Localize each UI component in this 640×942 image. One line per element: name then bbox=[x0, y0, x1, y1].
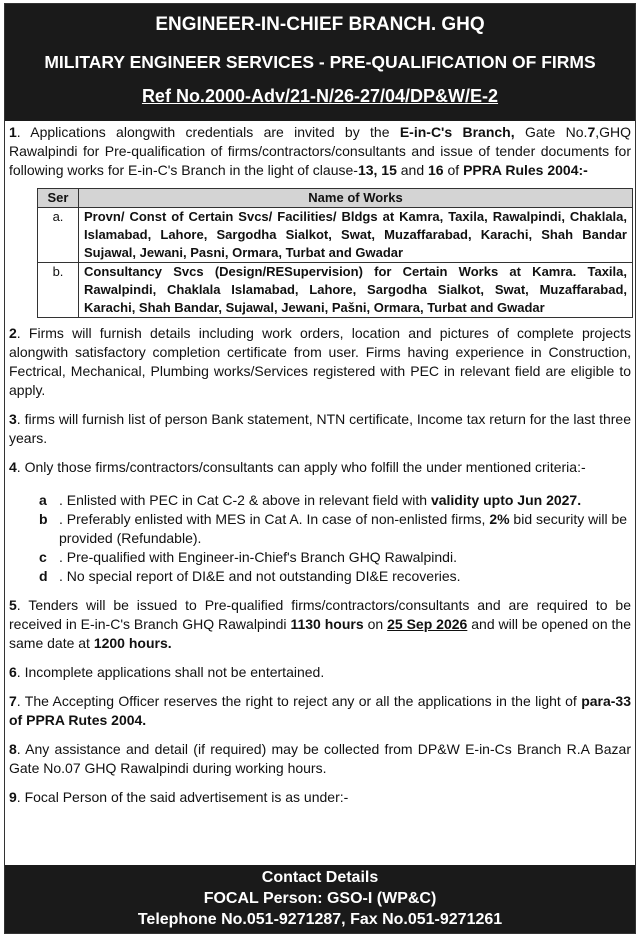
table-row bbox=[38, 208, 633, 263]
paragraph-3: 3. firms will furnish list of person Bank statement, NTN certificate, Income tax return for the last three years. bbox=[9, 411, 631, 446]
advertisement-body bbox=[5, 121, 635, 807]
table-header-row bbox=[38, 189, 633, 208]
row-work-name: Consultancy Svcs (Design/RESupervision) for Certain Works at Kamra. Taxila, Rawalpindi, Chaklala Islamabad, Lahore, Sargodha Sialkot, Swat, Muzaffarabad, Karachi, Shah Bandar, Sujawal, Jewani, Pašni, Ormara, Turbat and Gwadar bbox=[79, 263, 633, 318]
telephone-fax: Telephone No.051-9271287, Fax No.051-9271261 bbox=[137, 911, 503, 928]
paragraph-1: 1. Applications alongwith credentials are invited by the E-in-C's Branch, Gate No.7,GHQ Rawalpindi for Pre-qualification of firms/contractors/consultants and issue of tender documents for following works for E-in-C's Branch in the light of clause-13, 15 and 16 of PPRA Rules 2004:- bbox=[9, 124, 632, 178]
paragraph-2: 2. Firms will furnish details including work orders, location and pictures of complete projects alongwith satisfactory completion certificate from user. Firms having experience in Construction, Fectrical, Mechanical, Plumbing works/Services registered with PEC in relevant field are eligible to apply. bbox=[9, 325, 631, 398]
subject-title: MILITARY ENGINEER SERVICES - PRE-QUALIFICATION OF FIRMS bbox=[44, 52, 596, 72]
paragraph-6: 6. Incomplete applications shall not be entertained. bbox=[9, 664, 325, 680]
reference-number: Ref No.2000-Adv/21-N/26-27/04/DP&W/E-2 bbox=[141, 86, 499, 106]
criterion-a: a . Enlisted with PEC in Cat C-2 & above in relevant field with validity upto Jun 2027. bbox=[39, 492, 582, 508]
criterion-c: c . Pre-qualified with Engineer-in-Chief's Branch GHQ Rawalpindi. bbox=[39, 549, 457, 565]
row-ser: a. bbox=[38, 208, 79, 263]
focal-person: FOCAL Person: GSO-I (WP&C) bbox=[203, 890, 437, 907]
criterion-d: d . No special report of DI&E and not outstanding DI&E recoveries. bbox=[39, 568, 461, 584]
contact-title: Contact Details bbox=[261, 869, 379, 886]
branch-title: ENGINEER-IN-CHIEF BRANCH. GHQ bbox=[155, 14, 485, 35]
advertisement-page bbox=[4, 3, 636, 934]
column-header-ser: Ser bbox=[38, 189, 79, 208]
paragraph-4: 4. Only those firms/contractors/consultants can apply who folfill the under mentioned criteria:- bbox=[9, 459, 586, 475]
column-header-name: Name of Works bbox=[79, 189, 633, 208]
paragraph-5: 5. Tenders will be issued to Pre-qualified firms/contractors/consultants and are required to be received in E-in-C's Branch GHQ Rawalpindi 1130 hours on 25 Sep 2026 and will be opened on the same date at 1200 hours. bbox=[9, 597, 632, 651]
row-work-name: Provn/ Const of Certain Svcs/ Facilities/ Bldgs at Kamra, Taxila, Rawalpindi, Chaklala, Islamabad, Lahore, Sargodha Sialkot, Swat, Muzaffarabad, Karachi, Shah Bandar Sujawal, Jewani, Pasni, Ormara, Turbat and Gwadar bbox=[79, 208, 633, 263]
criterion-b: b . Preferably enlisted with MES in Cat A. In case of non-enlisted firms, 2% bid security will be provided (Refundable). bbox=[39, 511, 628, 546]
paragraph-8: 8. Any assistance and detail (if required) may be collected from DP&W E-in-Cs Branch R.A Bazar Gate No.07 GHQ Rawalpindi during working hours. bbox=[9, 741, 631, 776]
criteria-list bbox=[9, 481, 631, 586]
paragraph-9: 9. Focal Person of the said advertisement is as under:- bbox=[9, 789, 349, 805]
contact-details-banner bbox=[5, 865, 635, 933]
row-ser: b. bbox=[38, 263, 79, 318]
table-row bbox=[38, 263, 633, 318]
works-table bbox=[37, 188, 633, 318]
header-banner bbox=[5, 4, 635, 121]
paragraph-7: 7. The Accepting Officer reserves the right to reject any or all the applications in the light of para-33 of PPRA Rutes 2004. bbox=[9, 693, 631, 728]
